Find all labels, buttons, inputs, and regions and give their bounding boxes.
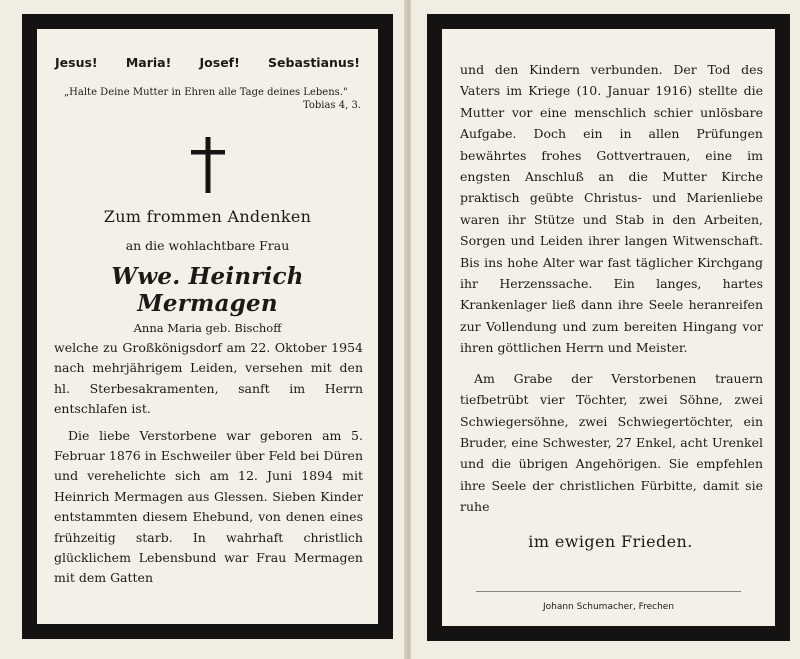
memorial-heading: Zum frommen Andenken — [103, 207, 312, 226]
biography-paragraph: Die liebe Verstorbene war geboren am 5. Februar 1876 in Eschweiler über Feld bei Düren und verehelichte sich am 12. Juni 1894 mit Heinrich Mermagen aus Glessen. Sieben Kinder entstammten diesem Ehebund, von denen eines frühzeitig starb. In wahrhaft christlich glücklichem Lebensbund war Frau Mermagen mit dem Gatten — [54, 427, 363, 586]
invocation-jesus: Jesus! — [55, 55, 98, 70]
printer-imprint: Johann Schumacher, Frechen — [542, 602, 675, 612]
right-page-content — [442, 29, 775, 626]
deceased-name: Wwe. Heinrich Mermagen — [111, 263, 304, 317]
closing-phrase: im ewigen Frieden. — [528, 531, 693, 551]
printer-divider — [476, 591, 741, 592]
right-body-text — [458, 59, 763, 518]
invocation-maria: Maria! — [125, 55, 172, 70]
biography-continued-paragraph: und den Kindern verbunden. Der Tod des Vaters im Kriege (10. Januar 1916) stellte die Mutter vor eine menschlich schier unlösbare Aufgabe. Doch ein in allen Prüfungen bewährtes frohes Gottvertrauen, eine im engsten Anschluß an die Mutter Kirche praktisch geübte Christus- und Marienliebe waren ihr Stütze und Stab in den Arbeiten, Sorgen und Leiden ihrer langen Witwenschaft. Bis ins hohe Alter war fast täglicher Kirchgang ihr Herzenssache. Ein langes, hartes Krankenlager ließ dann ihre Seele heranreifen zur Vollendung und zum bereiten Hingang vor ihren göttlichen Herrn und Meister. — [460, 62, 763, 356]
invocation-line — [52, 55, 363, 70]
invocation-sebastianus: Sebastianus! — [268, 55, 360, 70]
memorial-subheading: an die wohlachtbare Frau — [125, 238, 290, 253]
bible-motto: „Halte Deine Mutter in Ehren alle Tage deines Lebens." — [64, 87, 348, 98]
left-mourning-border — [22, 14, 393, 639]
left-page-content — [37, 29, 378, 624]
birth-name: Anna Maria geb. Bischoff — [133, 321, 282, 335]
invocation-josef: Josef! — [199, 55, 240, 70]
death-notice-paragraph: welche zu Großkönigsdorf am 22. Oktober 1954 nach mehrjährigem Leiden, versehen mit den hl. Sterbesakramenten, sanft im Herrn entschlafen ist. — [54, 340, 363, 417]
cross-icon — [191, 137, 225, 193]
bible-reference: Tobias 4, 3. — [302, 100, 361, 111]
right-mourning-border — [427, 14, 790, 641]
right-page — [411, 0, 800, 659]
left-body-text — [52, 338, 363, 589]
mourners-paragraph: Am Grabe der Verstorbenen trauern tiefbetrübt vier Töchter, zwei Söhne, zwei Schwiegersöhne, zwei Schwiegertöchter, ein Bruder, eine Schwester, 27 Enkel, acht Urenkel und die übrigen Angehörigen. Sie empfehlen ihre Seele der christlichen Fürbitte, damit sie ruhe — [460, 370, 763, 515]
